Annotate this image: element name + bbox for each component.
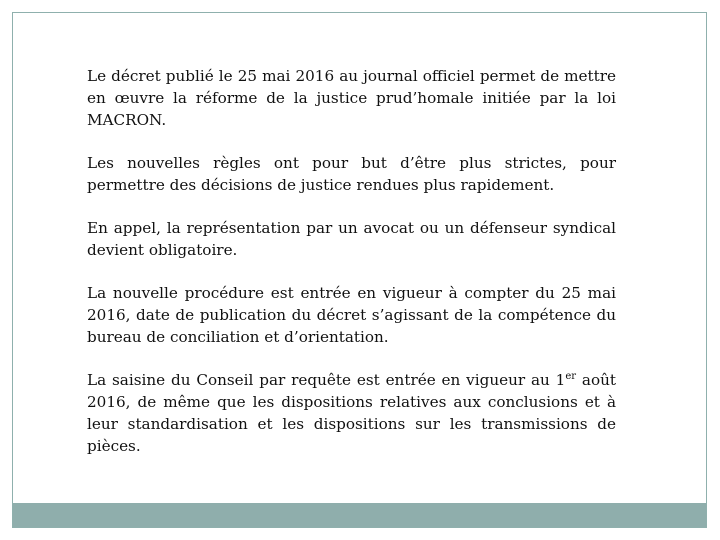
footer-bar [13,503,706,527]
saisine-text-end: août 2016, de même que les dispositions relatives aux conclusions et à leur standardisation et les dispositions sur les transmissions de pièces. [87,371,617,455]
saisine-text-start: La saisine du Conseil par requête est entrée en vigueur au 1 [87,371,566,389]
paragraph-decret: Le décret publié le 25 mai 2016 au journal officiel permet de mettre en œuvre la réforme de la justice prud’homale initiée par la loi MACRON. [87,67,616,129]
paragraph-saisine [87,369,616,457]
slide [12,12,707,528]
paragraph-procedure: La nouvelle procédure est entrée en vigueur à compter du 25 mai 2016, date de publication du décret s’agissant de la compétence du bureau de conciliation et d’orientation. [87,284,616,346]
saisine-superscript: er [565,370,577,382]
paragraph-appel: En appel, la représentation par un avocat ou un défenseur syndical devient obligatoire. [87,219,616,259]
paragraph-nouvelles-regles: Les nouvelles règles ont pour but d’être plus strictes, pour permettre des décisions de justice rendues plus rapidement. [87,154,616,194]
slide-body [87,65,616,478]
